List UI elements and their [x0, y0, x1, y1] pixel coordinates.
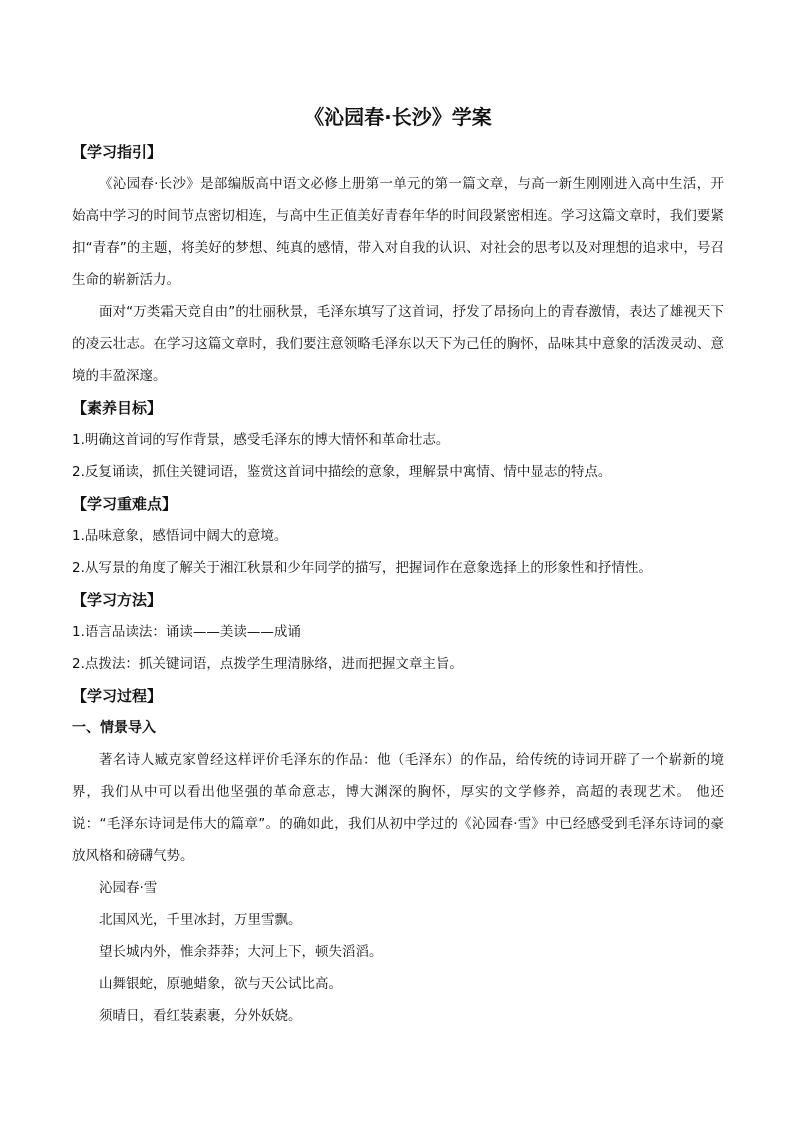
section-heading-goals: 【素养目标】: [72, 399, 163, 417]
document-page: [72, 98, 724, 1032]
poem-line: 山舞银蛇，原驰蜡象，欲与天公试比高。: [99, 976, 342, 992]
subsection-heading-intro: 一、情景导入: [72, 720, 156, 736]
method-item: 2.点拨法：抓关键词语，点拨学生理清脉络，进而把握文章主旨。: [72, 656, 463, 672]
method-item: 1.语言品读法：诵读——美读——成诵: [72, 624, 301, 640]
goal-item: 1.明确这首词的写作背景，感受毛泽东的博大情怀和革命壮志。: [72, 432, 450, 448]
section-heading-process: 【学习过程】: [72, 687, 163, 705]
section-heading-guide: 【学习指引】: [72, 143, 163, 161]
poem-line: 望长城内外，惟余莽莽；大河上下，顿失滔滔。: [99, 944, 383, 960]
poem-line: 北国风光，千里冰封，万里雪飘。: [99, 912, 302, 928]
guide-paragraph: 面对“万类霜天竞自由”的壮丽秋景，毛泽东填写了这首词，抒发了昂扬向上的青春激情，表达了雄视天下的凌云壮志。在学习这篇文章时，我们要注意领略毛泽东以天下为己任的胸怀，品味其中意象的活泼灵动、意境的丰盈深邃。: [72, 304, 724, 384]
section-heading-key-points: 【学习重难点】: [72, 495, 178, 513]
guide-paragraph: 《沁园春·长沙》是部编版高中语文必修上册第一单元的第一篇文章，与高一新生刚刚进入高中生活，开始高中学习的时间节点密切相连，与高中生正值美好青春年华的时间段紧密相连。学习这篇文章时，我们要紧扣“青春”的主题，将美好的梦想、纯真的感情，带入对自我的认识、对社会的思考以及对理想的追求中，号召生命的崭新活力。: [72, 176, 724, 288]
goal-item: 2.反复诵读，抓住关键词语，鉴赏这首词中描绘的意象，理解景中寓情、情中显志的特点。: [72, 464, 612, 480]
poem-line: 须晴日，看红装素裹，分外妖娆。: [99, 1008, 302, 1024]
poem-title: 沁园春·雪: [99, 880, 158, 896]
section-heading-methods: 【学习方法】: [72, 591, 163, 609]
document-title: 《沁园春·长沙》学案: [304, 105, 492, 129]
key-point-item: 2.从写景的角度了解关于湘江秋景和少年同学的描写，把握词作在意象选择上的形象性和抒情性。: [72, 560, 652, 576]
key-point-item: 1.品味意象，感悟词中阔大的意境。: [72, 528, 288, 544]
intro-paragraph: 著名诗人臧克家曾经这样评价毛泽东的作品：他（毛泽东）的作品，给传统的诗词开辟了一个崭新的境界，我们从中可以看出他坚强的革命意志，博大渊深的胸怀，厚实的文学修养，高超的表现艺术。 他还说：“毛泽东诗词是伟大的篇章”。的确如此，我们从初中学过的《沁园春·雪》中已经感受到毛泽东诗词的豪放风格和磅礴气势。: [72, 752, 724, 864]
